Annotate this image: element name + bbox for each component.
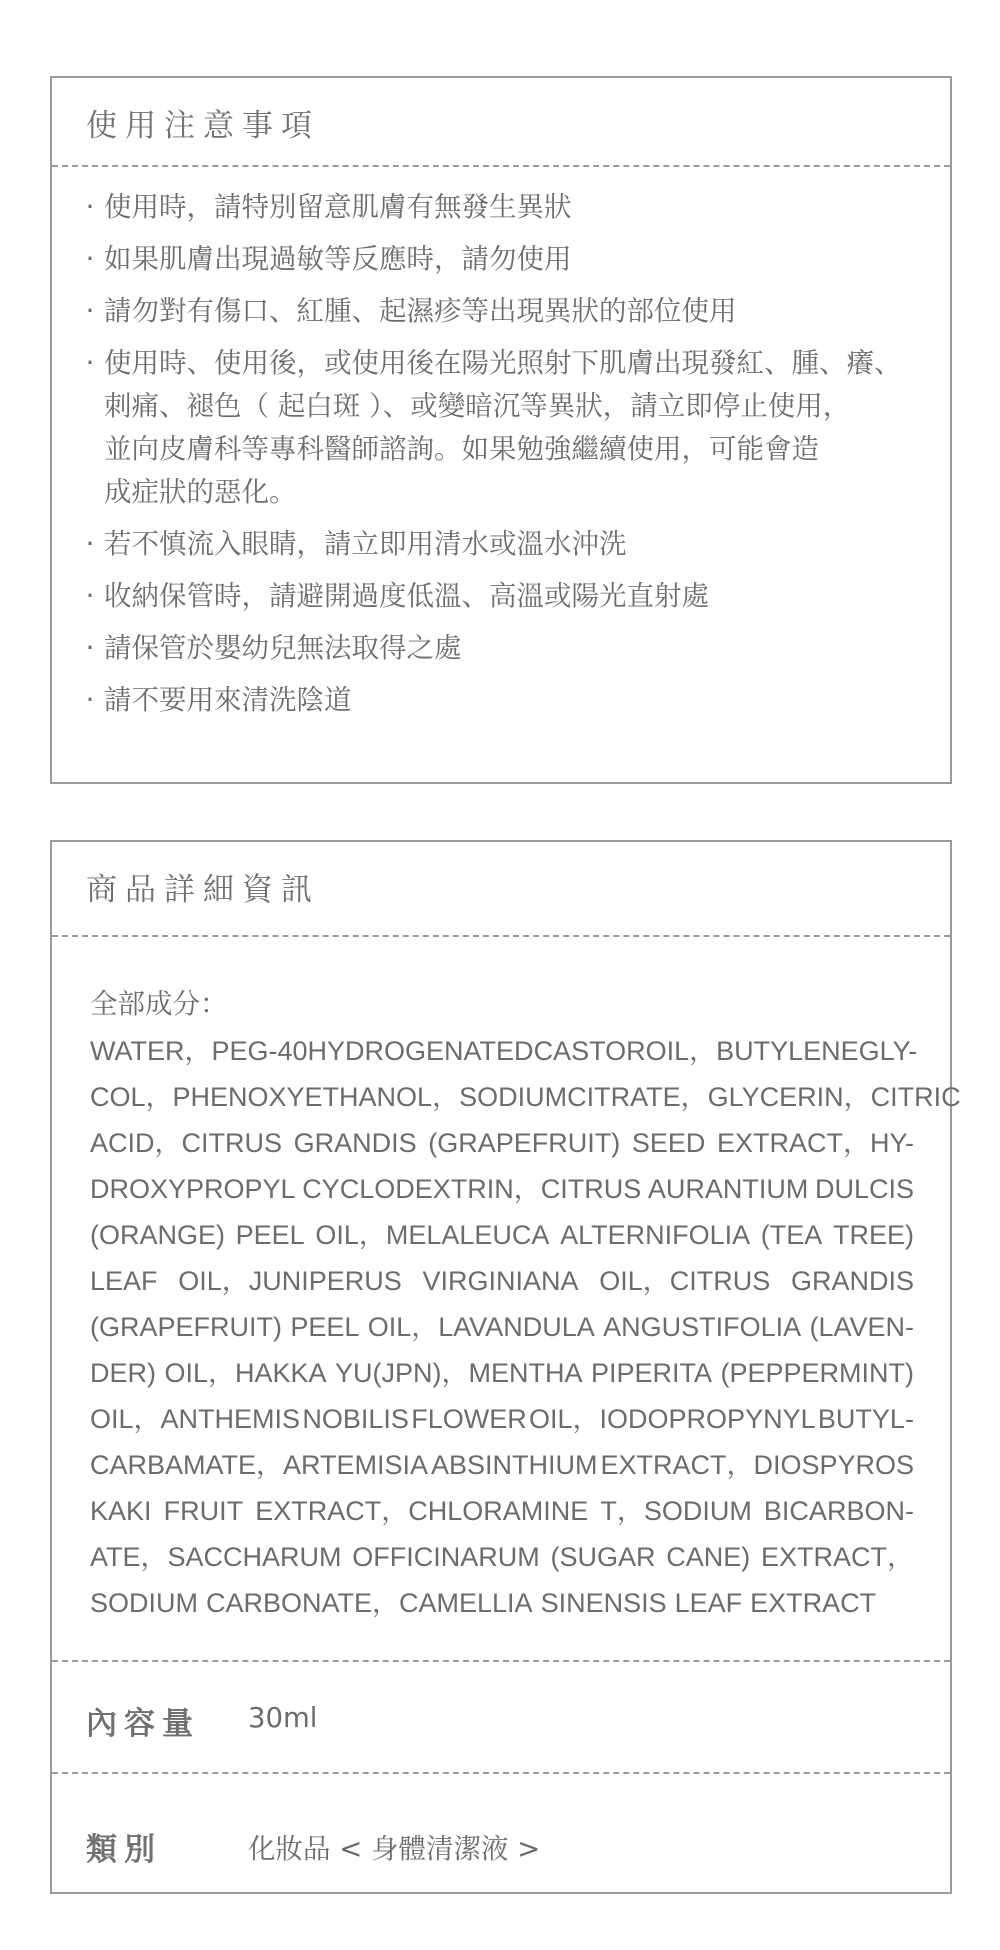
ingredients-word: (TEA [760,1220,823,1250]
ingredients-word: CARBONATE，CAMELLIA [206,1588,533,1618]
ingredients-word: WATER，PEG-40 [90,1036,308,1066]
ingredients-word: (SUGAR [550,1542,656,1572]
ingredients-word: KAKI [90,1496,152,1526]
ingredients-word: (GRAPEFRUIT) [90,1312,282,1342]
ingredients-word: BUTYL- [817,1404,914,1434]
ingredients-word: SEED [631,1128,706,1158]
bullet-dot: · [85,528,95,560]
ingredients-word: OIL，MELALEUCA [315,1220,550,1250]
ingredients-word: EXTRACT， [760,1542,914,1572]
ingredients-word: COL，PHENOXYETHANOL，SODIUM [90,1082,568,1112]
volume-value: 30ml [248,1702,318,1734]
ingredients-word: NOBILIS [302,1404,409,1434]
ingredients-word: DROXYPROPYL [90,1174,296,1204]
ingredients-word: CASTOR [533,1036,646,1066]
precaution-item: · 請勿對有傷口、紅腫、起濕疹等出現異狀的部位使用 [82,290,930,333]
category-value: 化妝品 < 身體清潔液 > [248,1833,541,1865]
precautions-list [82,186,930,731]
ingredients-word: SINENSIS [540,1588,667,1618]
ingredients-word: OFFICINARUM [352,1542,540,1572]
ingredients-word: CANE) [666,1542,751,1572]
ingredients-word: ACID，CITRUS [90,1128,283,1158]
precaution-item: · 使用時、使用後，或使用後在陽光照射下肌膚出現發紅、腫、癢、 刺痛、褪色（ 起白斑 ）、或變暗沉等異狀，請立即停止使用， 並向皮膚科等專科醫師諮詢。如果勉強繼續使用，可能會造 成症狀的惡化。 [82,342,930,514]
ingredients-word: ALTERNIFOLIA [560,1220,751,1250]
ingredients-word: CARBAMATE，ARTEMISIA [90,1450,429,1480]
ingredients-word: CYCLODEXTRIN，CITRUS [302,1174,642,1204]
precaution-item: · 收納保管時，請避開過度低溫、高溫或陽光直射處 [82,575,930,618]
ingredients-line [90,1074,961,1120]
ingredients-word: VIRGINIANA [422,1266,579,1296]
ingredients-word: LEAF [90,1266,158,1296]
bullet-dot: · [85,684,95,716]
precautions-title-divider [52,165,950,167]
ingredients-line [90,1166,914,1212]
ingredients-word: PIPERITA [590,1358,712,1388]
ingredients-text [90,1028,961,1626]
ingredients-word: (LAVEN- [809,1312,914,1342]
ingredients-word: YU(JPN)，MENTHA [335,1358,583,1388]
ingredients-divider [52,1660,950,1662]
ingredients-word: EXTRACT，DIOSPYROS [600,1450,914,1480]
ingredients-word: FLOWER [411,1404,527,1434]
ingredients-label: 全部成分： [90,988,228,1020]
ingredients-line [90,1120,914,1166]
ingredients-word: SODIUM [90,1588,198,1618]
ingredients-word: ABSINTHIUM [431,1450,598,1480]
ingredients-word: OIL，IODOPROPYNYL [529,1404,816,1434]
precaution-item: · 若不慎流入眼睛，請立即用清水或溫水沖洗 [82,523,930,566]
bullet-dot: · [85,191,95,223]
ingredients-word: CITRATE，GLYCERIN，CITRIC [567,1082,961,1112]
ingredients-word: GRANDIS [790,1266,914,1296]
ingredients-word: (ORANGE) [90,1220,225,1250]
ingredients-line [90,1212,914,1258]
ingredients-word: EXTRACT，HY- [716,1128,914,1158]
precaution-item: · 如果肌膚出現過敏等反應時，請勿使用 [82,238,930,281]
precautions-panel [50,76,952,784]
ingredients-word: (GRAPEFRUIT) [428,1128,621,1158]
ingredients-word: ATE，SACCHARUM [90,1542,342,1572]
precautions-title: 使用注意事項 [86,108,320,144]
precaution-item: · 請保管於嬰幼兒無法取得之處 [82,627,930,670]
ingredients-word: EXTRACT [750,1588,877,1618]
ingredients-line [90,1258,914,1304]
precaution-item: · 使用時，請特別留意肌膚有無發生異狀 [82,186,930,229]
ingredients-line [90,1396,914,1442]
ingredients-line [90,1304,914,1350]
ingredients-word: LEAF [674,1588,743,1618]
details-title: 商品詳細資訊 [86,872,320,908]
ingredients-word: OIL，CITRUS [599,1266,771,1296]
ingredients-word: ANGUSTIFOLIA [603,1312,802,1342]
bullet-dot: · [85,295,95,327]
bullet-dot: · [85,347,95,379]
ingredients-word: OIL，ANTHEMIS [90,1404,301,1434]
ingredients-word: TREE) [832,1220,914,1250]
ingredients-word: T，SODIUM [600,1496,752,1526]
ingredients-word: PEEL [235,1220,305,1250]
ingredients-word: (PEPPERMINT) [720,1358,914,1388]
ingredients-word: OIL，JUNIPERUS [178,1266,402,1296]
ingredients-line [90,1028,918,1074]
ingredients-word: DER) [90,1358,156,1388]
ingredients-line [90,1534,914,1580]
details-title-divider [52,935,950,937]
ingredients-word: AURANTIUM [647,1174,809,1204]
ingredients-word: PEEL [290,1312,360,1342]
ingredients-line [90,1350,914,1396]
ingredients-line [90,1442,914,1488]
precaution-item: · 請不要用來清洗陰道 [82,679,930,722]
product-details-panel [50,840,961,1894]
ingredients-line [90,1580,914,1626]
ingredients-word: OIL，BUTYLENE [645,1036,859,1066]
ingredients-word: FRUIT [163,1496,244,1526]
ingredients-word: GRANDIS [293,1128,417,1158]
ingredients-word: OIL，HAKKA [164,1358,327,1388]
bullet-dot: · [85,580,95,612]
ingredients-word: HYDROGENATED [307,1036,534,1066]
ingredients-word: BICARBON- [763,1496,914,1526]
ingredients-word: EXTRACT，CHLORAMINE [255,1496,589,1526]
bullet-dot: · [85,632,95,664]
category-label: 類別 [86,1832,162,1868]
volume-label: 內容量 [86,1706,200,1742]
ingredients-word: OIL，LAVANDULA [367,1312,595,1342]
bullet-dot: · [85,243,95,275]
ingredients-word: GLY- [858,1036,918,1066]
volume-divider [52,1772,950,1774]
ingredients-line [90,1488,914,1534]
ingredients-word: DULCIS [814,1174,914,1204]
